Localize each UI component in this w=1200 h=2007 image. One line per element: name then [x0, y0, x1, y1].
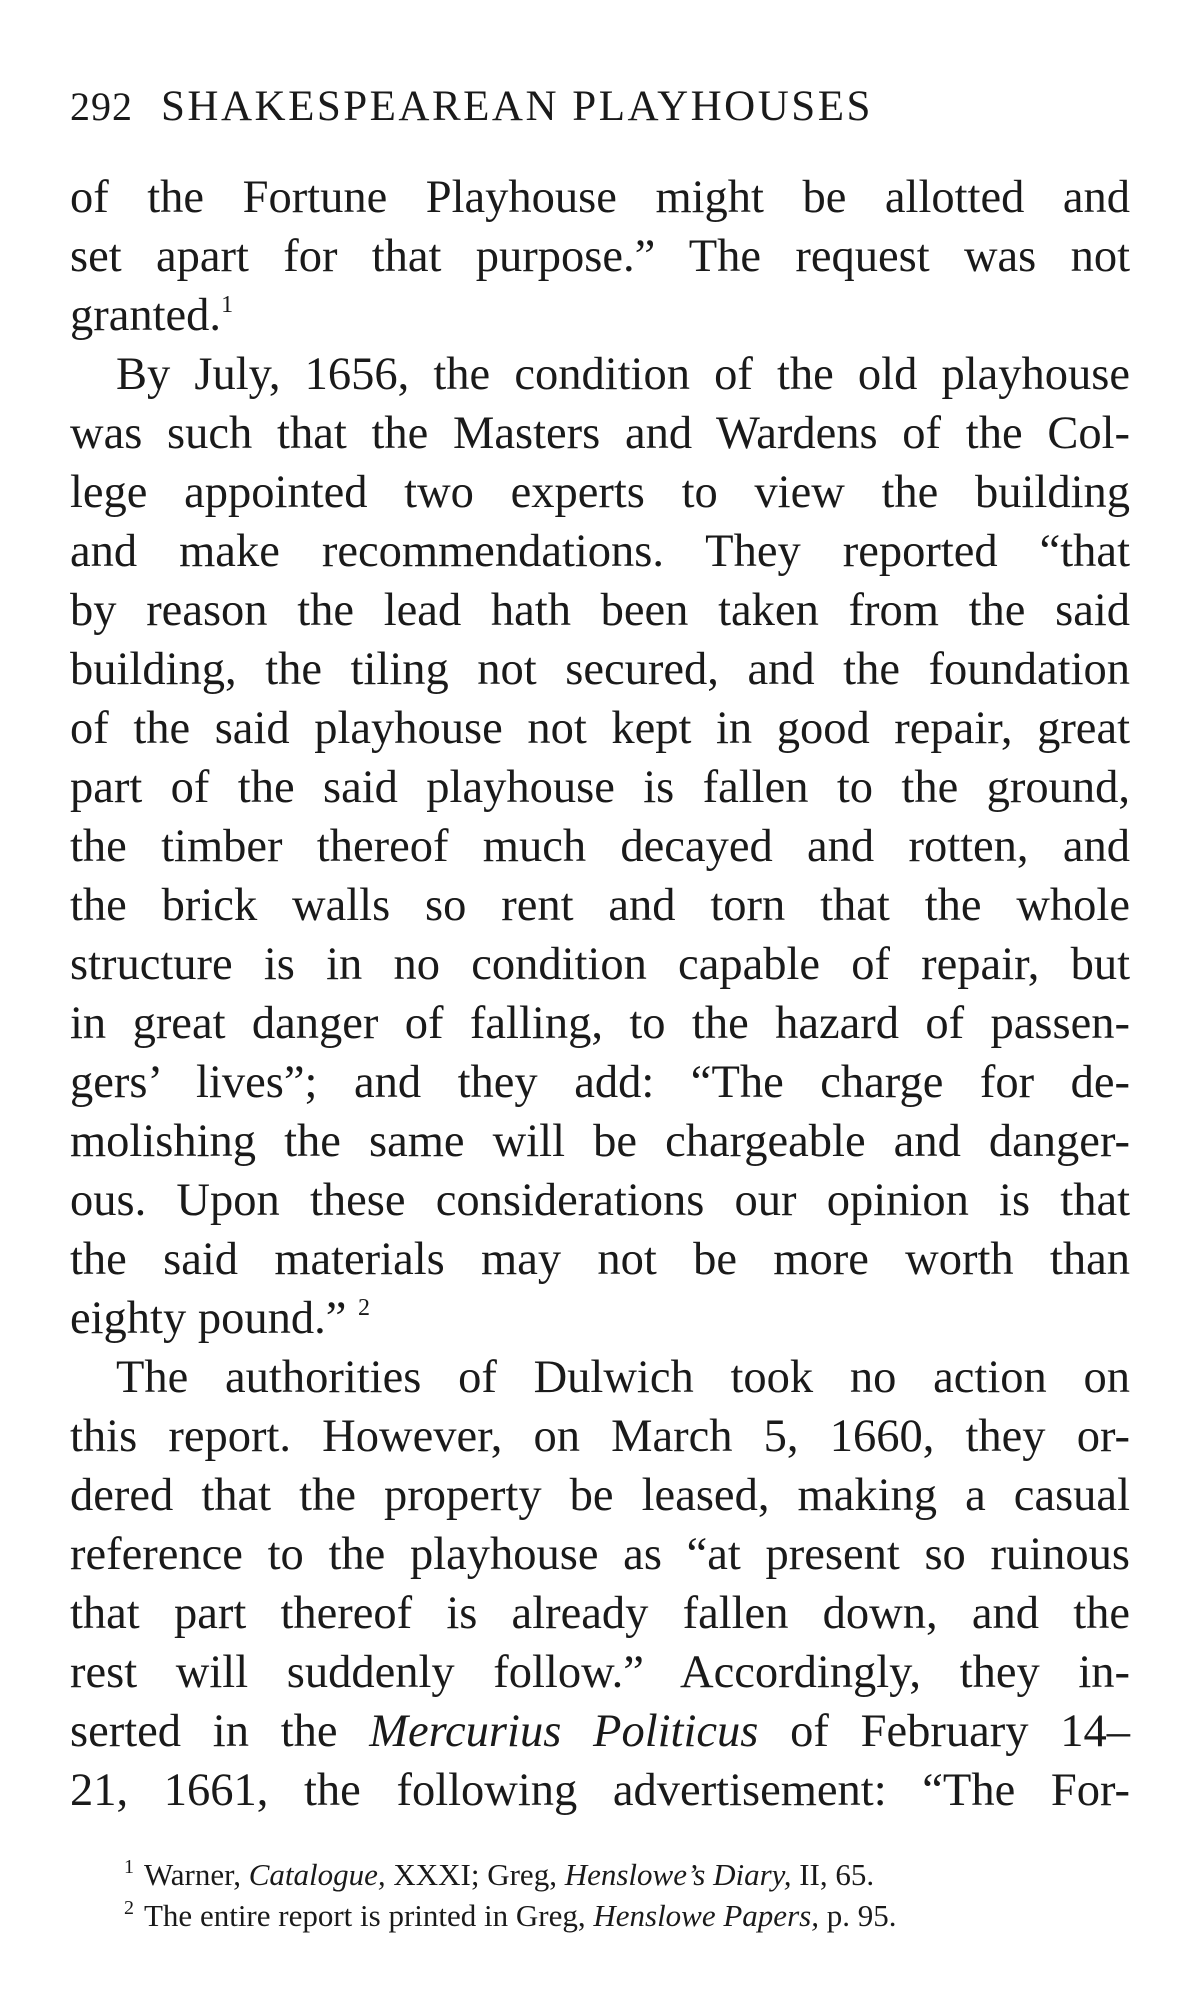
running-header: [70, 82, 1130, 152]
text-line-content: granted.: [70, 290, 222, 341]
paragraph-1: [70, 168, 1130, 345]
text-line: was such that the Masters and Wardens of the Col-: [70, 408, 1130, 459]
text-line: this report. However, on March 5, 1660, they or-: [70, 1411, 1130, 1462]
text-line: ous. Upon these considerations our opinion is that: [70, 1175, 1130, 1226]
running-title: SHAKESPEAREAN PLAYHOUSES: [161, 83, 873, 130]
text-line-content: The authorities of Dulwich took no action on: [116, 1352, 1130, 1403]
footnote-marker: 1: [124, 1856, 134, 1878]
text-line: rest will suddenly follow.” Accordingly, they in-: [70, 1647, 1130, 1698]
text-line: the timber thereof much decayed and rotten, and: [70, 821, 1130, 872]
text-line: the brick walls so rent and torn that the whole: [70, 880, 1130, 931]
text-line: molishing the same will be chargeable and danger-: [70, 1116, 1130, 1167]
footnote-text: XXXI; Greg,: [385, 1857, 565, 1892]
periodical-title: Mercurius Politicus: [369, 1706, 759, 1757]
text-line: in great danger of falling, to the hazard of passen-: [70, 998, 1130, 1049]
footnote-text: The entire report is printed in Greg,: [144, 1898, 594, 1933]
footnote-italic: Henslowe Papers,: [593, 1898, 819, 1933]
text-line: building, the tiling not secured, and the foundation: [70, 644, 1130, 695]
text-line: gers’ lives”; and they add: “The charge for de-: [70, 1057, 1130, 1108]
text-line: [70, 1702, 1130, 1761]
text-line: structure is in no condition capable of repair, but: [70, 939, 1130, 990]
text-line: [70, 1289, 1130, 1348]
text-line: and make recommendations. They reported “that: [70, 526, 1130, 577]
footnote-text: II, 65.: [791, 1857, 875, 1892]
text-line: [70, 286, 1130, 345]
text-line: [70, 345, 1130, 404]
paragraph-2: [70, 345, 1130, 1348]
page-number: 292: [70, 84, 133, 129]
text-line-content: eighty pound.”: [70, 1293, 347, 1344]
footnote-italic: Catalogue,: [248, 1857, 386, 1892]
text-line: 21, 1661, the following advertisement: “The For-: [70, 1765, 1130, 1816]
footnote-1: [124, 1854, 1130, 1895]
text-line: the said materials may not be more worth than: [70, 1234, 1130, 1285]
footnote-ref-2: 2: [358, 1295, 370, 1321]
text-line: lege appointed two experts to view the building: [70, 467, 1130, 518]
text-segment: of February 14–: [758, 1706, 1131, 1757]
text-line: by reason the lead hath been taken from the said: [70, 585, 1130, 636]
footnote-ref-1: 1: [221, 292, 234, 318]
footnote-italic: Henslowe’s Diary,: [564, 1857, 792, 1892]
text-line: of the said playhouse not kept in good repair, great: [70, 703, 1130, 754]
text-line: of the Fortune Playhouse might be allotted and: [70, 172, 1130, 223]
text-line: that part thereof is already fallen down, and the: [70, 1588, 1130, 1639]
text-segment: serted in the: [70, 1706, 370, 1757]
text-line: [70, 1348, 1130, 1407]
text-line: part of the said playhouse is fallen to the ground,: [70, 762, 1130, 813]
footnote-2: [124, 1895, 1130, 1936]
footnote-marker: 2: [124, 1897, 134, 1919]
book-page: [70, 82, 1130, 1936]
footnote-text: p. 95.: [818, 1898, 897, 1933]
text-line: reference to the playhouse as “at present so ruinous: [70, 1529, 1130, 1580]
footnotes: [70, 1854, 1130, 1936]
text-line-content: By July, 1656, the condition of the old playhouse: [116, 349, 1130, 400]
text-line: set apart for that purpose.” The request was not: [70, 231, 1130, 282]
footnote-text: Warner,: [144, 1857, 249, 1892]
text-line: dered that the property be leased, making a casual: [70, 1470, 1130, 1521]
paragraph-3: [70, 1348, 1130, 1820]
